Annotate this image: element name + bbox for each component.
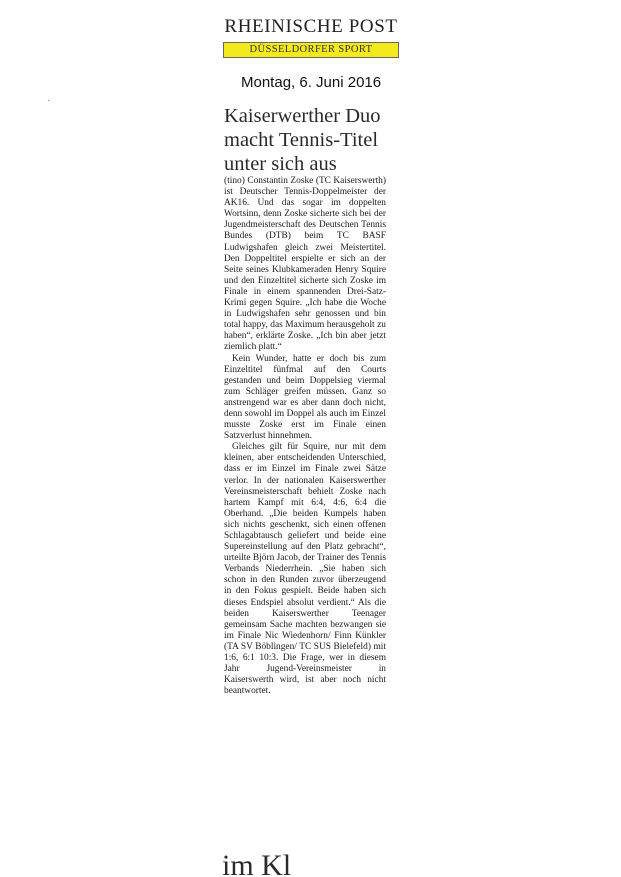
article-headline xyxy=(224,104,424,176)
section-label: DÜSSELDORFER SPORT xyxy=(223,42,399,58)
speck-mark xyxy=(48,100,49,101)
article-paragraph: (tino) Constantin Zoske (TC Kaiserswerth) ist Deutscher Tennis-Doppelmeister der AK16. Und das sogar im doppelten Wortsinn, denn Zoske sicherte sich bei der Jugendmeisterschaft des Deutschen Tennis Bundes (DTB) beim TC BASF Ludwigshafen gleich zwei Meistertitel. Den Doppeltitel erspielte er sich an der Seite seines Klubkameraden Henry Squire und den Einzeltitel sicherte sich Zoske im Finale in einem spannenden Drei-Satz-Krimi gegen Squire. „Ich habe die Woche in Ludwigshafen sehr genossen und bin total happy, das Maximum herausgeholt zu haben“, erklärte Zoske. „Ich bin aber jetzt ziemlich platt.“ xyxy=(224,176,386,353)
article-paragraph: Gleiches gilt für Squire, nur mit dem kleinen, aber entscheidenden Unterschied, dass er im Einzel im Finale zwei Sätze verlor. In der nationalen Kaiserswerther Vereinsmeisterschaft behielt Zoske nach hartem Kampf mit 6:4, 4:6, 6:4 die Oberhand. „Die beiden Kumpels haben sich nichts geschenkt, sich einen offenen Schlagabtausch geliefert und beide eine Supereinstellung auf den Platz gebracht“, urteilte Björn Jacob, der Trainer des Tennis Verbands Niederrhein. „Sie haben sich schon in den Runden zuvor überzeugend in den Fokus gespielt. Beide haben sich dieses Endspiel absolut verdient.“ Als die beiden Kaiserswerther Teenager gemeinsam Sache machten bezwangen sie im Finale Nic Wiedenhorn/ Finn Künkler (TA SV Böblingen/ TC SUS Bielefeld) mit 1:6, 6:1 10:3. Die Frage, wer in diesem Jahr Jugend-Vereinsmeister in Kaiserswerth wird, ist aber noch nicht beantwortet. xyxy=(224,442,386,697)
article-paragraph: Kein Wunder, hatte er doch bis zum Einzeltitel fünfmal auf den Courts gestanden und beim Doppelsieg viermal zum Schläger greifen müssen. Ganz so anstrengend war es aber dann doch nicht, denn sowohl im Doppel als auch im Einzel musste Zoske erst im Finale einen Satzverlust hinnehmen. xyxy=(224,353,386,442)
headline-line: macht Tennis-Titel xyxy=(224,129,379,151)
next-article-headline-fragment: im Kl xyxy=(222,849,292,877)
headline-line: Kaiserwerther Duo xyxy=(224,105,381,127)
headline-line: unter sich aus xyxy=(224,153,337,175)
publication-date: Montag, 6. Juni 2016 xyxy=(241,74,382,91)
article-body xyxy=(224,176,386,697)
masthead-title: RHEINISCHE POST xyxy=(224,16,398,37)
